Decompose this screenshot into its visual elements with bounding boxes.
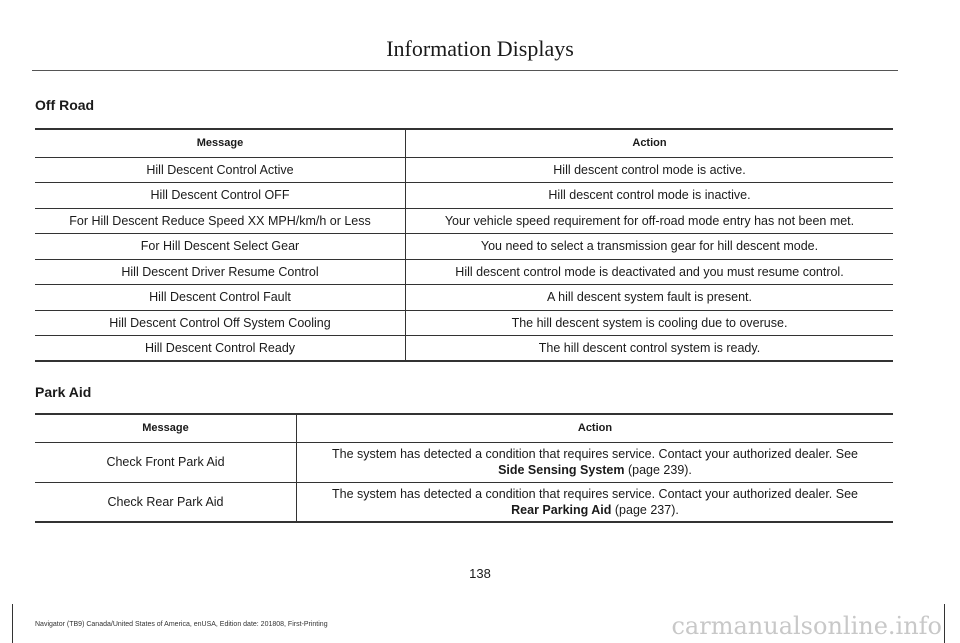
page-reference: (page 237).: [611, 502, 679, 517]
column-header-message: Message: [35, 414, 297, 442]
message-cell: For Hill Descent Reduce Speed XX MPH/km/h or Less: [35, 208, 406, 234]
message-cell: For Hill Descent Select Gear: [35, 234, 406, 260]
message-cell: Hill Descent Control Ready: [35, 336, 406, 362]
table-row: [35, 259, 893, 285]
column-header-message: Message: [35, 129, 406, 157]
park-aid-heading: Park Aid: [35, 384, 92, 400]
table-row: [35, 208, 893, 234]
action-cell: [297, 482, 894, 522]
message-cell: Hill Descent Control Active: [35, 157, 406, 183]
table-row: [35, 234, 893, 260]
action-cell: You need to select a transmission gear for hill descent mode.: [406, 234, 894, 260]
message-cell: Hill Descent Control OFF: [35, 183, 406, 209]
action-text: The system has detected a condition that requires service. Contact your authorized dealer. See: [332, 486, 858, 501]
message-cell: Check Front Park Aid: [35, 442, 297, 482]
action-cell: [297, 442, 894, 482]
action-cell: Hill descent control mode is active.: [406, 157, 894, 183]
watermark-logo: carmanualsonline.info: [671, 612, 942, 640]
table-row: [35, 157, 893, 183]
table-row: [35, 482, 893, 522]
action-cell: A hill descent system fault is present.: [406, 285, 894, 311]
edition-footer: Navigator (TB9) Canada/United States of America, enUSA, Edition date: 201808, First-Printing: [35, 621, 328, 628]
park-aid-table-body: [35, 442, 893, 522]
page-reference: (page 239).: [624, 463, 692, 477]
message-cell: Hill Descent Driver Resume Control: [35, 259, 406, 285]
page-header-title: Information Displays: [386, 36, 574, 61]
park-aid-table: [35, 413, 893, 523]
off-road-table-body: [35, 157, 893, 361]
column-header-action: Action: [297, 414, 894, 442]
action-text: The system has detected a condition that requires service. Contact your authorized dealer. See: [332, 447, 858, 461]
table-row: [35, 285, 893, 311]
message-cell: Hill Descent Control Off System Cooling: [35, 310, 406, 336]
cross-reference-link[interactable]: Side Sensing System: [498, 463, 625, 477]
page-number: 138: [469, 566, 491, 581]
action-cell: Your vehicle speed requirement for off-road mode entry has not been met.: [406, 208, 894, 234]
table-row: [35, 310, 893, 336]
action-cell: Hill descent control mode is inactive.: [406, 183, 894, 209]
off-road-heading: Off Road: [35, 97, 95, 113]
column-header-action: Action: [406, 129, 894, 157]
header-divider: [32, 70, 898, 71]
action-cell: The hill descent system is cooling due to overuse.: [406, 310, 894, 336]
action-cell: The hill descent control system is ready.: [406, 336, 894, 362]
crop-mark-left: [12, 604, 13, 643]
table-row: [35, 336, 893, 362]
table-row: [35, 442, 893, 482]
off-road-table: [35, 128, 893, 362]
action-cell: Hill descent control mode is deactivated and you must resume control.: [406, 259, 894, 285]
crop-mark-right: [944, 604, 945, 643]
table-row: [35, 183, 893, 209]
message-cell: Check Rear Park Aid: [35, 482, 297, 522]
cross-reference-link[interactable]: Rear Parking Aid: [511, 502, 612, 517]
message-cell: Hill Descent Control Fault: [35, 285, 406, 311]
